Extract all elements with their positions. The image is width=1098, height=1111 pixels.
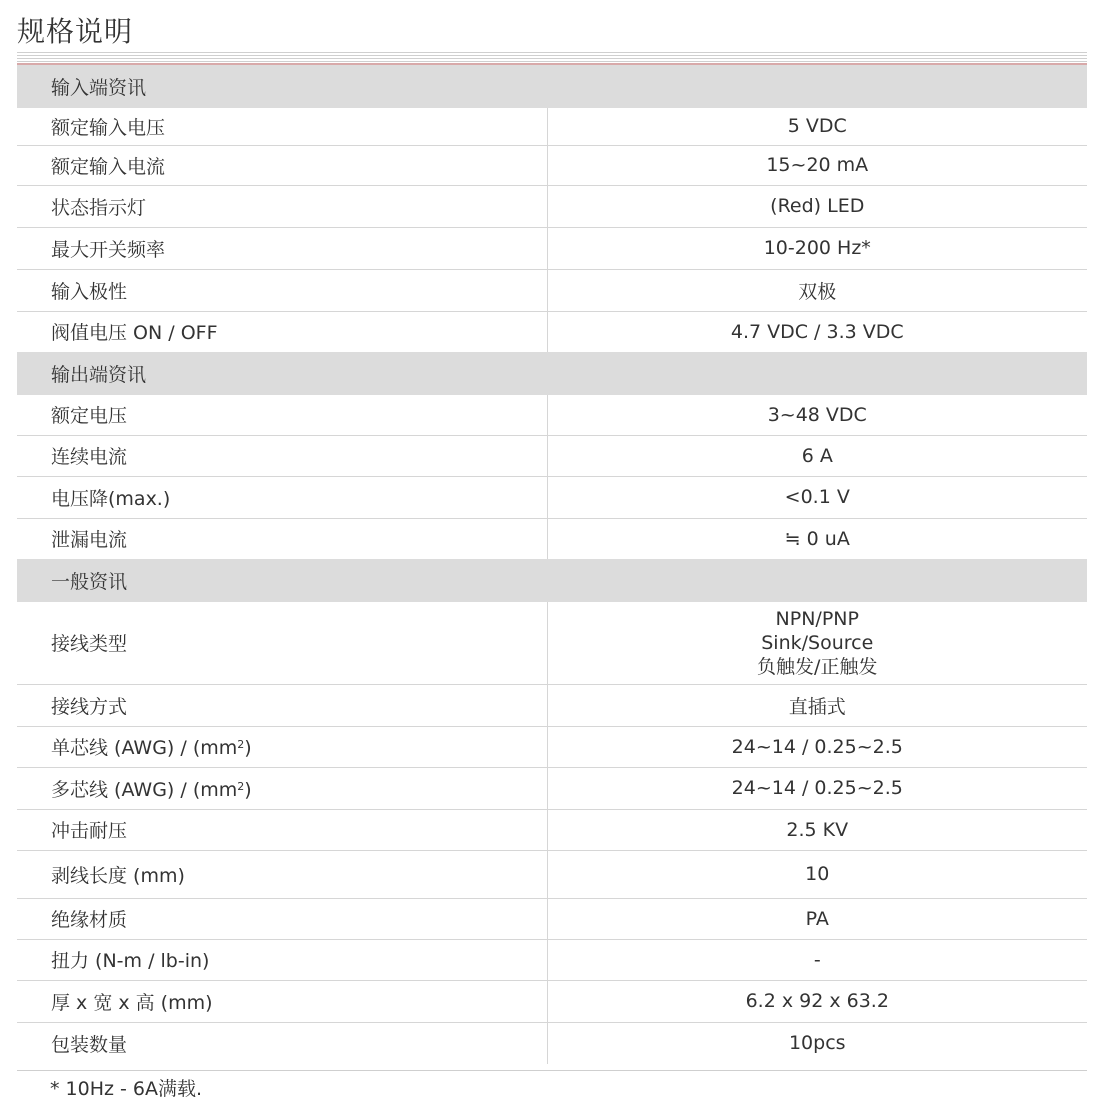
section-title: 一般资讯: [17, 559, 1087, 602]
spec-label-text-end: ): [244, 778, 252, 801]
spec-value: 24~14 / 0.25~2.5: [547, 726, 1087, 767]
table-row: [17, 809, 1087, 850]
section-header-general: [17, 559, 1087, 602]
title-divider: [17, 52, 1087, 62]
spec-value: 直插式: [547, 684, 1087, 726]
table-row: [17, 108, 1087, 145]
spec-value: PA: [547, 898, 1087, 939]
section-title: 输入端资讯: [17, 65, 1087, 108]
table-row: [17, 602, 1087, 684]
page-title: 规格说明: [17, 15, 134, 48]
spec-label: 阀值电压 ON / OFF: [17, 311, 547, 352]
spec-label: [17, 767, 547, 809]
spec-label: 输入极性: [17, 269, 547, 311]
spec-label: 扭力 (N-m / lb-in): [17, 939, 547, 980]
spec-label: 绝缘材质: [17, 898, 547, 939]
bottom-divider: [17, 1070, 1087, 1071]
spec-value: 10pcs: [788, 1032, 846, 1055]
table-row: [17, 227, 1087, 269]
table-row: [17, 185, 1087, 227]
spec-label: 额定输入电压: [17, 108, 547, 145]
section-header-output: [17, 352, 1087, 395]
spec-value-line: NPN/PNP: [775, 607, 859, 630]
table-row: [17, 939, 1087, 980]
spec-value-line: 负触发/正触发: [757, 655, 878, 678]
spec-value: 6.2 x 92 x 63.2: [547, 980, 1087, 1022]
spec-value: 10-200 Hz*: [547, 227, 1087, 269]
table-row: [17, 1022, 1087, 1064]
spec-label: 状态指示灯: [17, 185, 547, 227]
spec-label: 冲击耐压: [17, 809, 547, 850]
table-row: [17, 311, 1087, 352]
spec-value: [547, 602, 1087, 684]
spec-label: 最大开关频率: [17, 227, 547, 269]
table-row: [17, 726, 1087, 767]
spec-value: 24~14 / 0.25~2.5: [547, 767, 1087, 809]
table-row: [17, 269, 1087, 311]
superscript: 2: [237, 738, 245, 751]
spec-value: -: [547, 939, 1087, 980]
spec-label-text: 单芯线 (AWG) / (mm: [51, 737, 238, 759]
spec-label: 剥线长度 (mm): [17, 850, 547, 898]
table-row: [17, 476, 1087, 518]
spec-label-text: 多芯线 (AWG) / (mm: [51, 778, 238, 801]
table-row: [17, 767, 1087, 809]
spec-label: [17, 726, 547, 767]
table-row: [17, 684, 1087, 726]
spec-label: 电压降(max.): [17, 476, 547, 518]
superscript: 2: [237, 779, 245, 793]
spec-label: 额定输入电流: [17, 145, 547, 185]
table-row: [17, 145, 1087, 185]
spec-value: 10: [547, 850, 1087, 898]
table-row: [17, 980, 1087, 1022]
spec-value: 双极: [547, 269, 1087, 311]
table-row: [17, 898, 1087, 939]
spec-label-text-end: ): [244, 737, 252, 759]
spec-value: 3~48 VDC: [547, 395, 1087, 435]
spec-value: 5 VDC: [547, 108, 1087, 145]
spec-label: 连续电流: [17, 435, 547, 476]
spec-value: (Red) LED: [547, 185, 1087, 227]
section-title: 输出端资讯: [17, 352, 1087, 395]
section-header-input: [17, 65, 1087, 108]
table-row: [17, 850, 1087, 898]
spec-value-line: Sink/Source: [761, 631, 874, 654]
spec-label: 泄漏电流: [17, 518, 547, 559]
spec-label: 接线类型: [17, 602, 547, 684]
spec-label: 包装数量: [17, 1022, 547, 1064]
table-row: [17, 435, 1087, 476]
table-row: [17, 395, 1087, 435]
spec-table: [17, 65, 1087, 1064]
spec-label: 厚 x 宽 x 高 (mm): [17, 980, 547, 1022]
spec-value: <0.1 V: [547, 476, 1087, 518]
spec-value: 2.5 KV: [547, 809, 1087, 850]
spec-label: 接线方式: [17, 684, 547, 726]
spec-value: 4.7 VDC / 3.3 VDC: [730, 320, 904, 343]
spec-label: 额定电压: [17, 395, 547, 435]
spec-value: 6 A: [547, 435, 1087, 476]
table-row: [17, 518, 1087, 559]
footnote: * 10Hz - 6A满载.: [50, 1078, 203, 1100]
spec-value: ≒ 0 uA: [784, 527, 850, 550]
spec-value: 15~20 mA: [547, 145, 1087, 185]
